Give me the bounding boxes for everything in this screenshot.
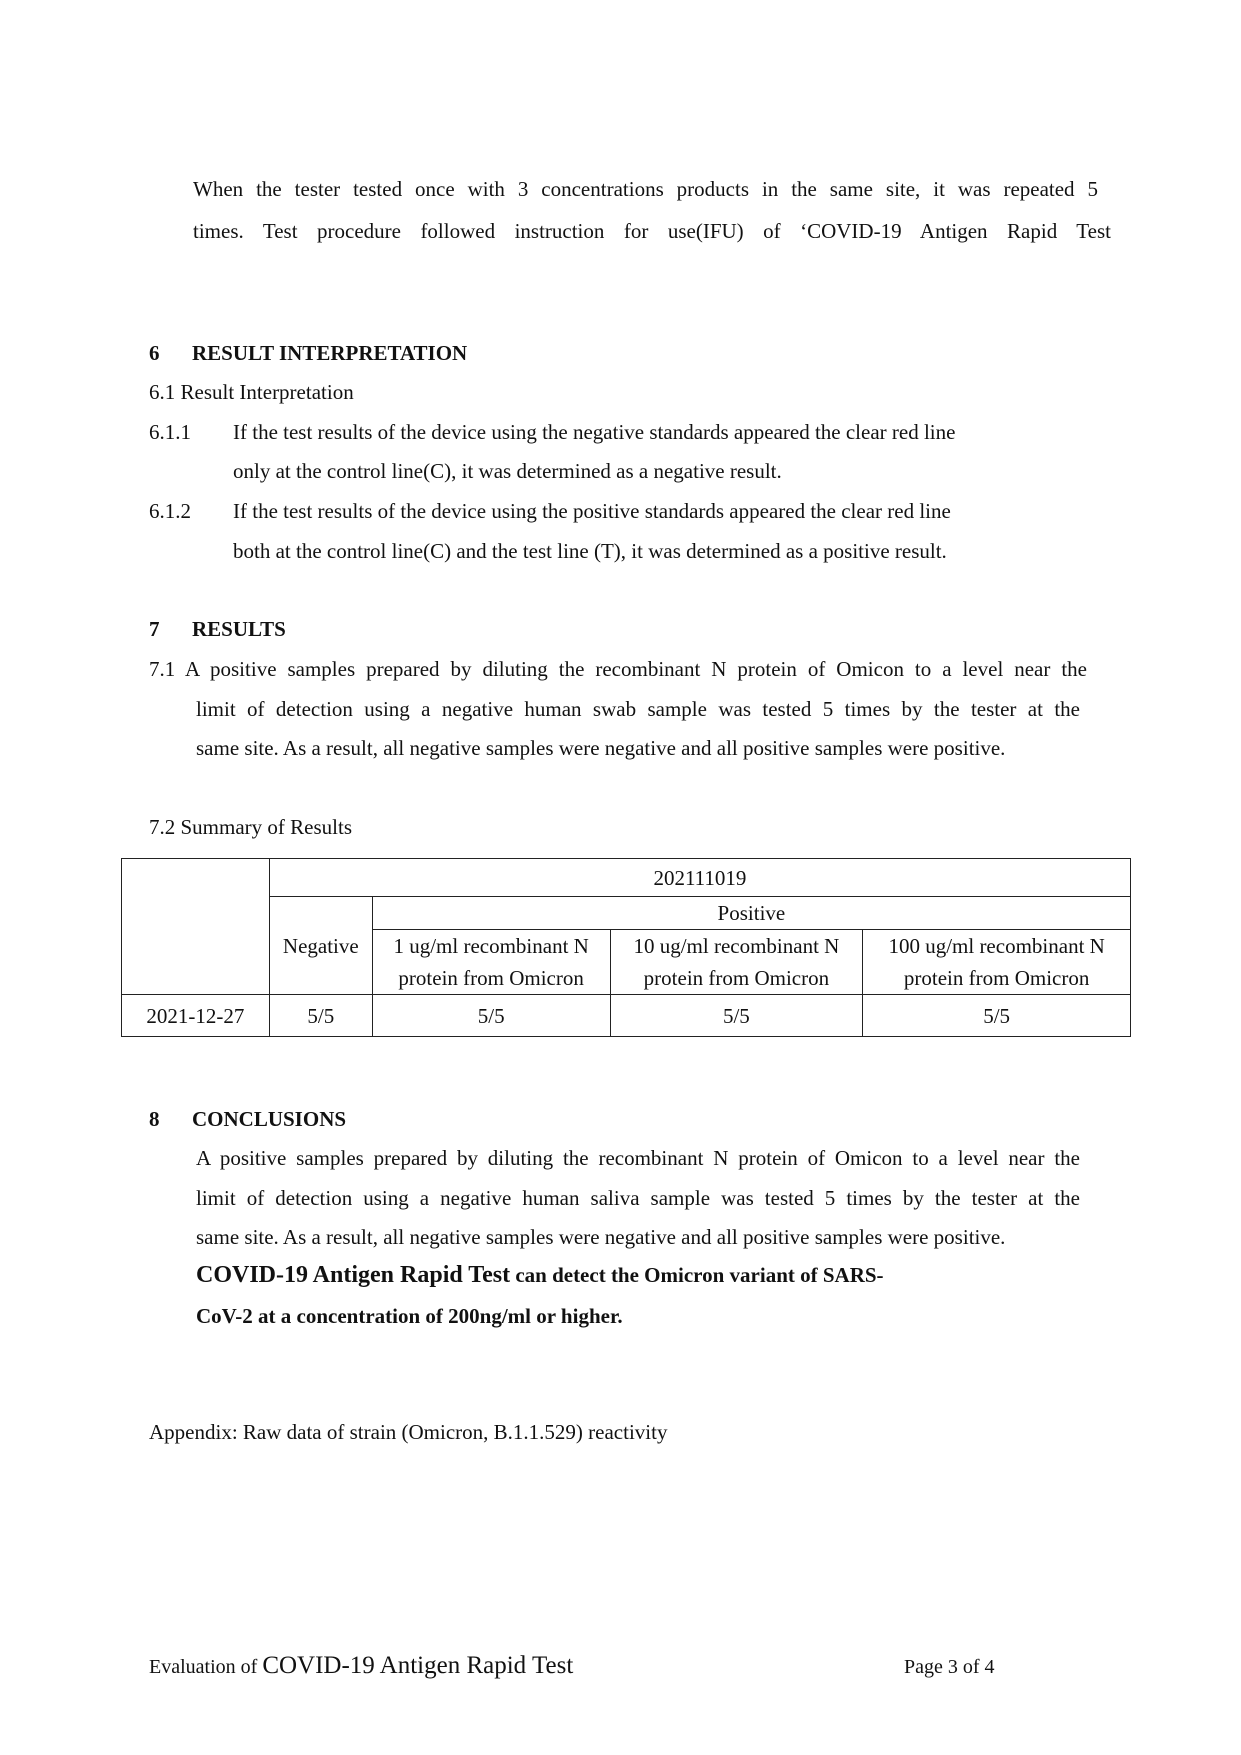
section-6-title: RESULT INTERPRETATION [192, 341, 468, 365]
results-para-line-1: 7.1 A positive samples prepared by diluting the recombinant N protein of Omicon to a level near the [149, 657, 1087, 681]
table-row [122, 995, 1131, 1037]
table-negative-header: Negative [269, 897, 372, 995]
section-8-title: CONCLUSIONS [192, 1107, 347, 1131]
table-col-2-line-2: protein from Omicron [643, 966, 830, 990]
table-positive-header: Positive [372, 897, 1130, 930]
conclusion-bold-rest: can detect the Omicron variant of SARS- [510, 1263, 884, 1287]
section-8-number: 8 [149, 1107, 160, 1131]
table-col-2-header [610, 930, 863, 995]
section-6-1-label: 6.1 Result Interpretation [149, 380, 354, 404]
table-corner-cell [122, 859, 270, 995]
table-col-3-header [863, 930, 1131, 995]
intro-line-2: times. Test procedure followed instruction for use(IFU) of ‘COVID-19 Antigen Rapid Test [193, 219, 1111, 243]
footer-title [149, 1652, 573, 1680]
table-col-3-line-2: protein from Omicron [903, 966, 1090, 990]
item-6-1-2-line-2: both at the control line(C) and the test line (T), it was determined as a positive result. [233, 539, 947, 563]
page-number: Page 3 of 4 [904, 1656, 995, 1678]
table-header-row-2 [122, 897, 1131, 930]
section-7-title: RESULTS [192, 617, 286, 641]
conclusion-product-name: COVID-19 Antigen Rapid Test [196, 1262, 511, 1288]
item-6-1-2-number: 6.1.2 [149, 499, 191, 523]
table-lot-cell: 202111019 [269, 859, 1130, 897]
table-row-negative: 5/5 [269, 995, 372, 1037]
conclusion-line-1: A positive samples prepared by diluting the recombinant N protein of Omicon to a level near the [196, 1146, 1080, 1170]
section-6-number: 6 [149, 341, 160, 365]
table-row-date: 2021-12-27 [122, 995, 270, 1037]
item-6-1-2-line-1: If the test results of the device using the positive standards appeared the clear red line [233, 499, 951, 523]
item-6-1-1-line-1: If the test results of the device using the negative standards appeared the clear red line [233, 420, 956, 444]
table-row-pos-2: 5/5 [610, 995, 863, 1037]
conclusion-bold-line-2: CoV-2 at a concentration of 200ng/ml or higher. [196, 1304, 623, 1328]
table-row-pos-1: 5/5 [372, 995, 610, 1037]
table-col-2-line-1: 10 ug/ml recombinant N [633, 934, 840, 958]
section-7-number: 7 [149, 617, 160, 641]
item-6-1-1-line-2: only at the control line(C), it was determined as a negative result. [233, 459, 782, 483]
intro-line-1: When the tester tested once with 3 concentrations products in the same site, it was repeated 5 [193, 177, 1098, 201]
footer-prefix: Evaluation of [149, 1656, 263, 1678]
table-row-pos-3: 5/5 [863, 995, 1131, 1037]
conclusion-bold-line-1 [196, 1262, 884, 1289]
results-table [121, 858, 1131, 1037]
item-6-1-1-number: 6.1.1 [149, 420, 191, 444]
footer-product: COVID-19 Antigen Rapid Test [262, 1652, 574, 1679]
table-header-row-1 [122, 859, 1131, 897]
results-para-line-3: same site. As a result, all negative samples were negative and all positive samples were positive. [196, 736, 1006, 760]
summary-label: 7.2 Summary of Results [149, 815, 352, 839]
table-col-1-header [372, 930, 610, 995]
appendix-line: Appendix: Raw data of strain (Omicron, B.1.1.529) reactivity [149, 1420, 668, 1444]
table-col-1-line-2: protein from Omicron [398, 966, 584, 990]
conclusion-line-3: same site. As a result, all negative samples were negative and all positive samples were positive. [196, 1225, 1006, 1249]
results-para-line-2: limit of detection using a negative human swab sample was tested 5 times by the tester at the [196, 697, 1080, 721]
table-col-1-line-1: 1 ug/ml recombinant N [393, 934, 589, 958]
table-col-3-line-1: 100 ug/ml recombinant N [888, 934, 1105, 958]
conclusion-line-2: limit of detection using a negative human saliva sample was tested 5 times by the tester at the [196, 1186, 1080, 1210]
